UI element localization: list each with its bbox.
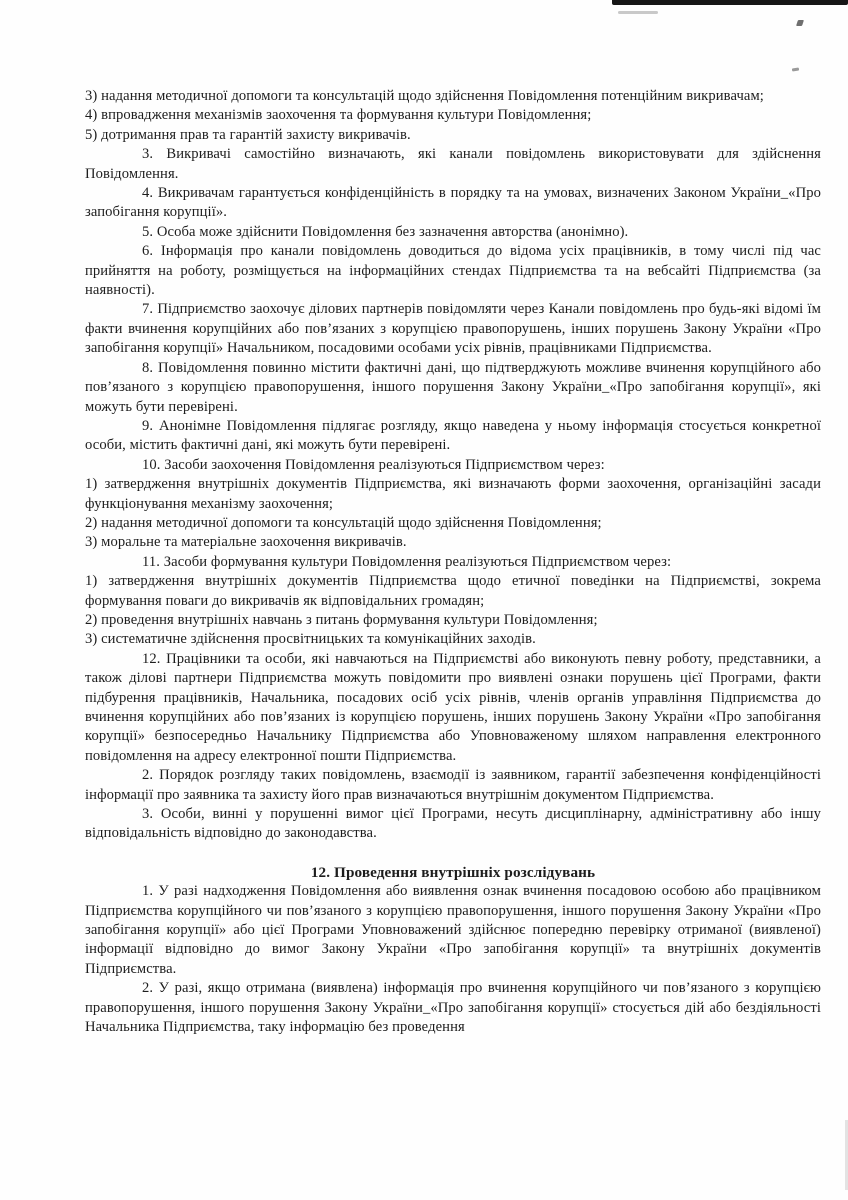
paragraph: 1) затвердження внутрішніх документів Підприємства, які визначають форми заохочення, організаційні засади функціонування механізму заохочення; <box>85 476 821 512</box>
paragraph: 1. У разі надходження Повідомлення або виявлення ознак вчинення посадовою особою або працівником Підприємства корупційного чи пов’язаного з корупцією правопорушення, іншого порушення Закону України «Про запобігання корупції» або цієї Програми Уповноважений здійснює попередню перевірку отриманої (виявленої) інформації відповідно до вимог Закону України «Про запобігання корупції» та внутрішніх документів Підприємства. <box>85 883 821 977</box>
paragraph: 11. Засоби формування культури Повідомлення реалізуються Підприємством через: <box>142 553 672 570</box>
scan-artifact-mark-margin <box>792 68 799 72</box>
paragraph: 8. Повідомлення повинно містити фактичні дані, що підтверджують можливе вчинення корупційного або пов’язаного з корупцією правопорушення, іншого порушення Закону України_«Про запобігання корупції», які можуть бути перевірені. <box>85 359 821 415</box>
paragraph: 3) моральне та матеріальне заохочення викривачів. <box>85 534 407 551</box>
paragraph: 9. Анонімне Повідомлення підлягає розгляду, якщо наведена у ньому інформація стосується конкретної особи, містить фактичні дані, які можуть бути перевірені. <box>85 417 821 454</box>
paragraph: 6. Інформація про канали повідомлень доводиться до відома усіх працівників, в тому числі під час прийняття на роботу, розміщується на інформаційних стендах Підприємства та на вебсайті Підприємства (за наявності). <box>85 243 821 299</box>
section-heading: 12. Проведення внутрішніх розслідувань <box>310 863 596 881</box>
paragraph: 3. Викривачі самостійно визначають, які канали повідомлень використовувати для здійснення Повідомлення. <box>85 146 821 182</box>
paragraph: 2) проведення внутрішніх навчань з питань формування культури Повідомлення; <box>85 611 598 628</box>
paragraph: 5) дотримання прав та гарантій захисту викривачів. <box>85 126 411 143</box>
paragraph: 4. Викривачам гарантується конфіденційність в порядку та на умовах, визначених Законом України_«Про запобігання корупції». <box>85 185 821 221</box>
paragraph: 2. У разі, якщо отримана (виявлена) інформація про вчинення корупційного чи пов’язаного з корупцією правопорушення, іншого порушення Закону України_«Про запобігання корупції» стосується дій або бездіяльності Начальника Підприємства, таку інформацію без проведення <box>85 980 821 1036</box>
paragraph: 3) надання методичної допомоги та консультацій щодо здійснення Повідомлення потенційним викривачам; <box>85 88 764 104</box>
paragraph: 3) систематичне здійснення просвітницьких та комунікаційних заходів. <box>85 631 536 648</box>
scan-artifact-mark-top <box>796 20 804 26</box>
paragraph: 12. Працівники та особи, які навчаються на Підприємстві або виконують певну роботу, представники, а також ділові партнери Підприємства можуть повідомити про виявлені ознаки порушень цієї Програми, факти підбурення працівників, Начальника, посадових осіб усіх рівнів, членів органів управління Підприємства до вчинення корупційних або пов’язаних із корупцією порушень, інших порушень Закону України «Про запобігання корупції» безпосередньо Начальнику Підприємства або Уповноваженому шляхом направлення електронного повідомлення на адресу електронної пошти Підприємства. <box>85 650 821 764</box>
paragraph: 2. Порядок розгляду таких повідомлень, взаємодії із заявником, гарантії забезпечення конфіденційності інформації про заявника та захисту його прав визначаються внутрішнім документом Підприємства. <box>85 767 821 803</box>
paragraph: 2) надання методичної допомоги та консультацій щодо здійснення Повідомлення; <box>85 514 602 531</box>
paragraph: 7. Підприємство заохочує ділових партнерів повідомляти через Канали повідомлень про будь-які відомі їм факти вчинення корупційних або пов’язаних з корупцією правопорушень, інших порушень Закону України «Про запобігання корупції» Начальником, посадовими особами усіх рівнів, працівниками Підприємства. <box>85 301 821 357</box>
paragraph: 4) впровадження механізмів заохочення та формування культури Повідомлення; <box>85 107 592 124</box>
paragraph: 10. Засоби заохочення Повідомлення реалізуються Підприємством через: <box>142 456 605 473</box>
paragraph: 3. Особи, винні у порушенні вимог цієї Програми, несуть дисциплінарну, адміністративну або іншу відповідальність відповідно до законодавства. <box>85 806 821 842</box>
paragraph: 5. Особа може здійснити Повідомлення без зазначення авторства (анонімно). <box>142 223 629 240</box>
scan-artifact-top-bar <box>612 0 848 5</box>
scan-artifact-smudge <box>618 11 658 14</box>
paragraph: 1) затвердження внутрішніх документів Підприємства щодо етичної поведінки на Підприємстві, зокрема формування поваги до викривачів як відповідальних громадян; <box>85 573 821 609</box>
document-body <box>85 87 821 1038</box>
